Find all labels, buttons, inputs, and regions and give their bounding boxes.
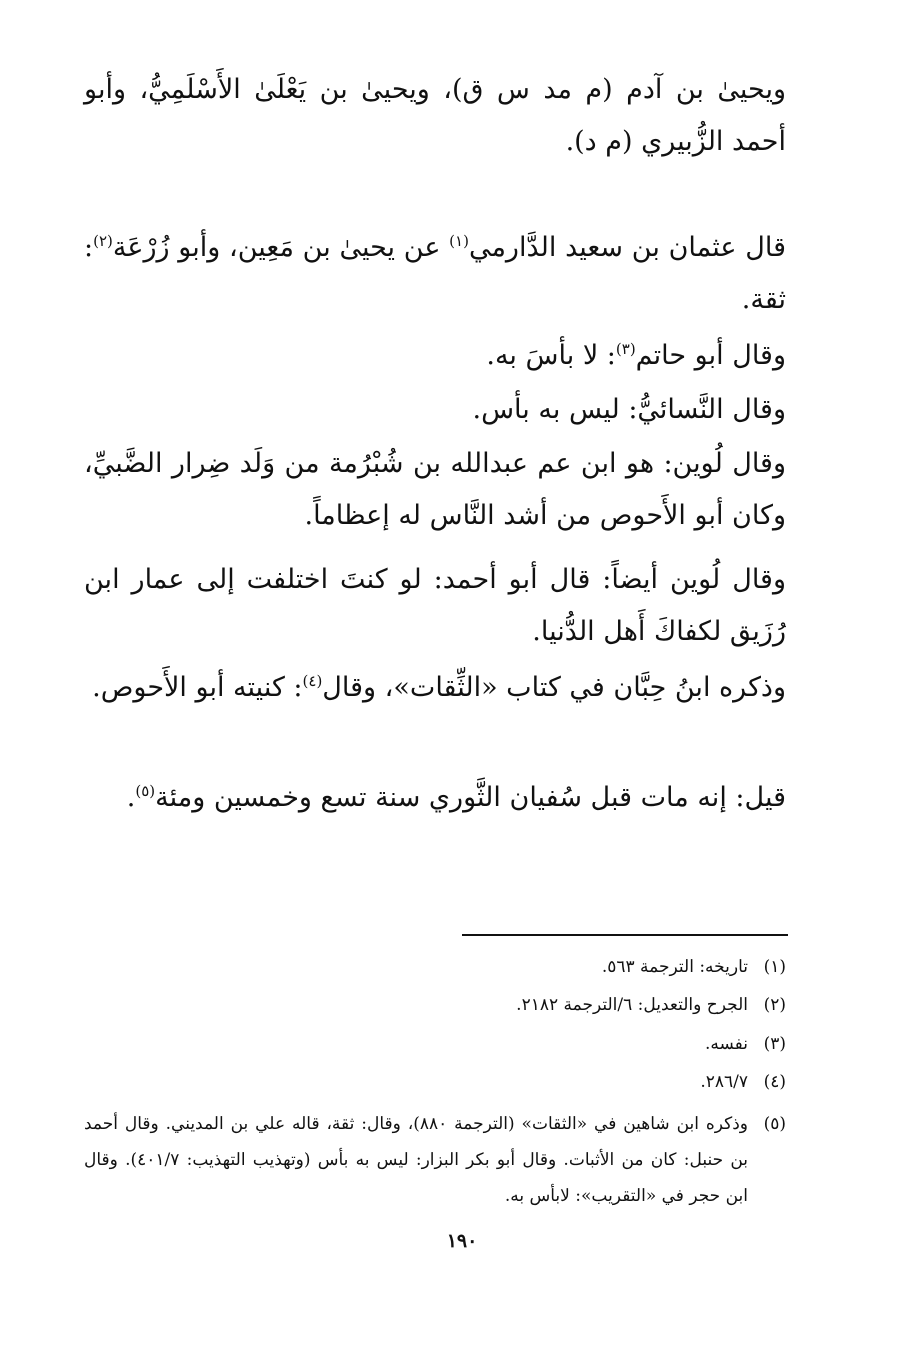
paragraph-7-text-2: : كنيته أبو الأَحوص.	[92, 672, 303, 703]
paragraph-2-text-2: عن يحيىٰ بن مَعِين، وأبو زُرْعَة	[112, 232, 450, 263]
footnote-ref-2[interactable]: (٢)	[93, 232, 113, 250]
footnote-1-text: تاريخه: الترجمة ٥٦٣.	[601, 957, 748, 977]
footnote-4	[84, 1064, 786, 1100]
footnote-ref-3[interactable]: (٣)	[615, 340, 636, 358]
paragraph-6	[84, 554, 786, 658]
paragraph-2	[84, 222, 786, 326]
footnote-3-text: نفسه.	[704, 1034, 748, 1054]
paragraph-3-text-2: : لا بأسَ به.	[486, 340, 616, 371]
paragraph-3-text: وقال أبو حاتم	[635, 340, 786, 371]
paragraph-3	[84, 330, 786, 382]
page-number: ١٩٠	[446, 1230, 478, 1252]
paragraph-5	[84, 438, 786, 542]
footnote-4-number: (٤)	[763, 1072, 786, 1092]
footnote-2	[84, 987, 786, 1023]
paragraph-2-text: قال عثمان بن سعيد الدَّارمي	[468, 232, 786, 263]
footnote-ref-5[interactable]: (٥)	[135, 782, 156, 800]
paragraph-1	[84, 64, 786, 168]
footnote-separator	[462, 934, 788, 936]
paragraph-7	[84, 662, 786, 714]
footnote-2-number: (٢)	[763, 995, 786, 1015]
paragraph-8-text-2: .	[126, 782, 136, 813]
paragraph-5-text: وقال لُوين: هو ابن عم عبدالله بن شُبْرُمة من وَلَد ضِرار الضَّبيِّ، وكان أبو الأَحوص من أشد النَّاس له إعظاماً.	[84, 448, 786, 531]
footnote-1	[84, 949, 786, 985]
footnote-4-text: ٢٨٦/٧.	[700, 1072, 748, 1092]
paragraph-4	[84, 384, 786, 436]
footnote-1-number: (١)	[763, 957, 786, 977]
footnote-3-number: (٣)	[763, 1034, 786, 1054]
paragraph-8-text: قيل: إنه مات قبل سُفيان الثَّوري سنة تسع وخمسين ومئة	[155, 782, 786, 813]
footnote-5	[84, 1106, 786, 1214]
footnote-5-text: وذكره ابن شاهين في «الثقات» (الترجمة ٨٨٠)، وقال: ثقة، قاله علي بن المديني. وقال أحمد بن حنبل: كان من الأثبات. وقال أبو بكر البزار: ليس به بأس (وتهذيب التهذيب: ٤٠١/٧). وقال ابن حجر في «التقريب»: لابأس به.	[84, 1114, 749, 1206]
paragraph-1-text: ويحيىٰ بن آدم (م مد س ق)، ويحيىٰ بن يَعْلَىٰ الأَسْلَمِيُّ، وأبو أحمد الزُّبيري (م د).	[84, 74, 786, 157]
footnote-2-text: الجرح والتعديل: ٦/الترجمة ٢١٨٢.	[516, 995, 748, 1015]
footnote-3	[84, 1026, 786, 1062]
footnote-ref-4[interactable]: (٤)	[302, 672, 323, 690]
paragraph-2-text-3: : ثقة.	[84, 232, 786, 315]
paragraph-7-text: وذكره ابنُ حِبَّان في كتاب «الثِّقات»، وقال	[322, 672, 786, 703]
paragraph-6-text: وقال لُوين أيضاً: قال أبو أحمد: لو كنتَ اختلفت إلى عمار ابن رُزَيق لكفاكَ أَهل الدُّنيا.	[84, 564, 786, 647]
footnote-ref-1[interactable]: (١)	[449, 232, 469, 250]
footnote-5-number: (٥)	[763, 1114, 786, 1134]
paragraph-8	[84, 772, 786, 824]
paragraph-4-text: وقال النَّسائيُّ: ليس به بأس.	[472, 394, 786, 425]
